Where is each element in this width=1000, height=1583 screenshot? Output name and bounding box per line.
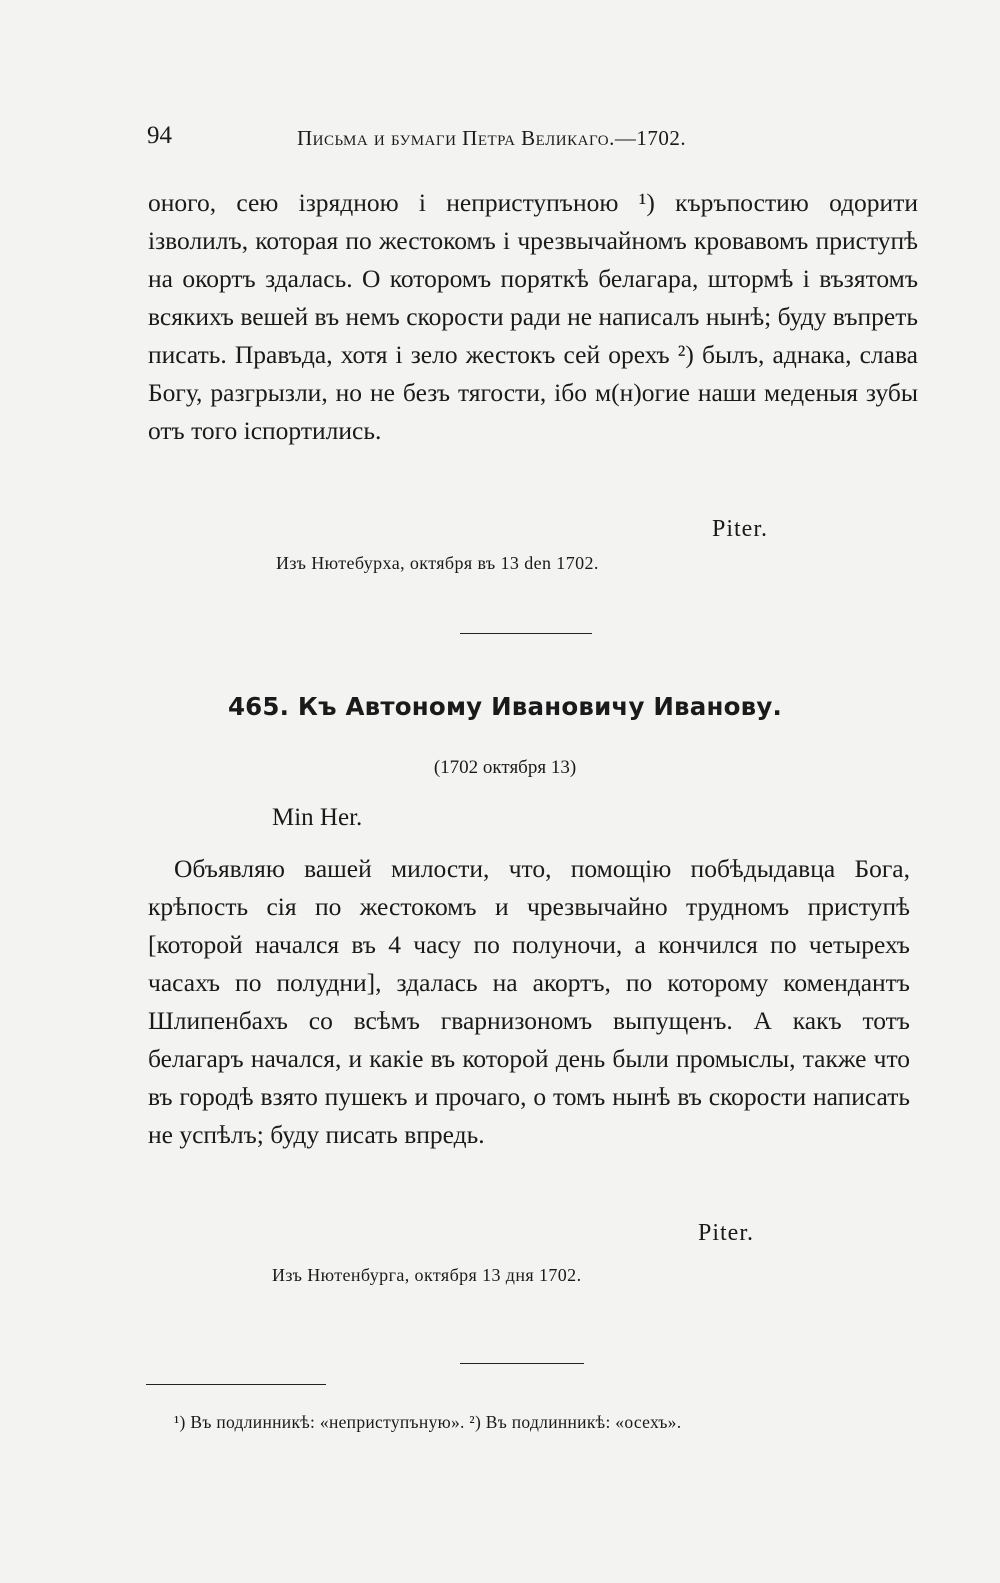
running-title: Письма и бумаги Петра Великаго.—1702. — [297, 126, 687, 150]
section-divider — [460, 633, 592, 634]
letter-464-place-date: Изъ Нютебурха, октября въ 13 den 1702. — [276, 553, 599, 573]
letter-465-text: Объявляю вашей милости, что, помощію побѣдыдавца Бога, крѣпость сія по жестокомъ и чрезвычайно трудномъ приступѣ [которой начался въ 4 часу по полуночи, а кончился по четырехъ часахъ по полудни], здалась на акортъ, по которому комендантъ Шлипенбахъ со всѣмъ гварнизономъ выпущенъ. А какъ тотъ белагаръ начался, и какіе въ которой день были промыслы, также что въ городѣ взято пушекъ и прочаго, о томъ нынѣ въ скорости написать не успѣлъ; буду писать впредь. — [148, 854, 910, 1149]
letter-464-tail-text: оного, сею ізрядною і неприступъною ¹) къръпостию одорити ізволилъ, которая по жестокомъ і чрезвычайномъ кровавомъ приступѣ на окортъ здалась. О которомъ поряткѣ белагара, штормѣ і възятомъ всякихъ вешей въ немъ скорости ради не написалъ нынѣ; буду въпреть писать. Правъда, хотя і зело жестокъ сей орехъ ²) былъ, аднака, слава Богу, разгрызли, но не безъ тягости, ібо м(н)огие наши меденыя зубы отъ того іспортились. — [148, 188, 918, 445]
letter-464-signature: Piter. — [712, 516, 769, 542]
letter-465-date: (1702 октября 13) — [433, 757, 577, 778]
page-number: 94 — [147, 122, 172, 149]
letter-465-heading: 465. Къ Автоному Ивановичу Иванову. — [227, 692, 783, 721]
footnotes: ¹) Въ подлинникѣ: «неприступъную». ²) Въ подлинникѣ: «осехъ». — [174, 1412, 682, 1432]
section-divider — [460, 1363, 584, 1364]
running-head — [147, 122, 772, 162]
letter-465-salutation: Min Her. — [272, 804, 363, 831]
footnote-rule — [146, 1384, 326, 1385]
letter-465-place-date: Изъ Нютенбурга, октября 13 дня 1702. — [272, 1265, 582, 1285]
letter-465-signature: Piter. — [698, 1220, 755, 1246]
